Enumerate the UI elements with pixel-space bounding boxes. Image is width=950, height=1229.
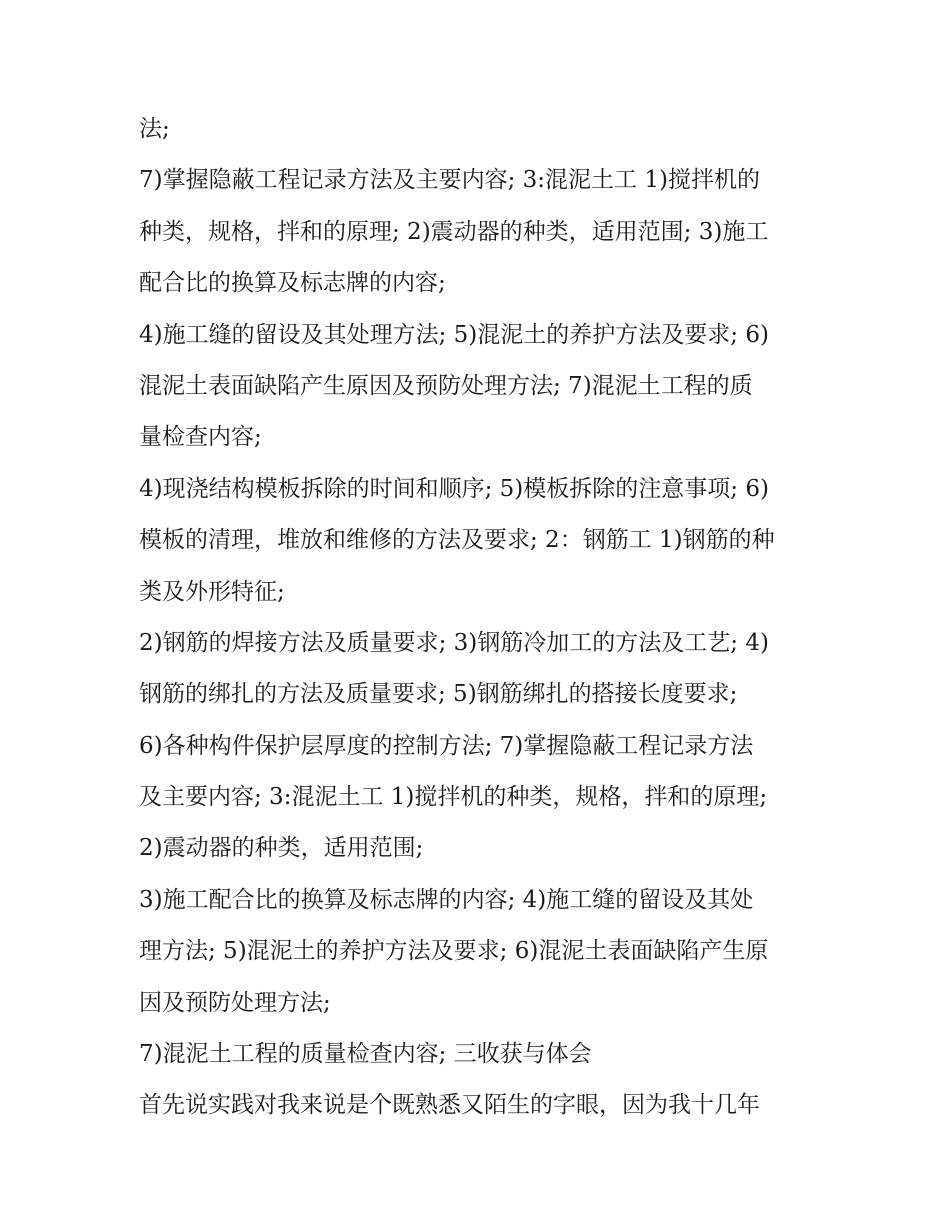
text-line: 钢筋的绑扎的方法及质量要求; 5)钢筋绑扎的搭接长度要求; xyxy=(139,681,738,708)
text-line: 3)施工配合比的换算及标志牌的内容; 4)施工缝的留设及其处 xyxy=(139,886,754,913)
text-line: 量检查内容; xyxy=(139,424,262,451)
text-line: 种类，规格，拌和的原理; 2)震动器的种类，适用范围; 3)施工 xyxy=(139,218,769,245)
text-line: 6)各种构件保护层厚度的控制方法; 7)掌握隐蔽工程记录方法 xyxy=(139,732,754,759)
text-line: 混泥土表面缺陷产生原因及预防处理方法; 7)混泥土工程的质 xyxy=(139,372,753,399)
text-line: 4)施工缝的留设及其处理方法; 5)混泥土的养护方法及要求; 6) xyxy=(139,321,769,348)
text-line: 2)震动器的种类，适用范围; xyxy=(139,835,424,862)
text-line: 理方法; 5)混泥土的养护方法及要求; 6)混泥土表面缺陷产生原 xyxy=(139,938,769,965)
text-line: 首先说实践对我来说是个既熟悉又陌生的字眼，因为我十几年 xyxy=(139,1092,760,1119)
text-line: 及主要内容; 3:混泥土工 1)搅拌机的种类，规格，拌和的原理; xyxy=(139,784,768,811)
text-line: 法; xyxy=(139,116,170,142)
body-text xyxy=(139,104,819,1132)
text-line: 类及外形特征; xyxy=(139,578,285,605)
text-line: 配合比的换算及标志牌的内容; xyxy=(139,270,446,297)
text-line: 7)掌握隐蔽工程记录方法及主要内容; 3:混泥土工 1)搅拌机的 xyxy=(139,167,760,194)
text-line: 7)混泥土工程的质量检查内容; 三收获与体会 xyxy=(139,1041,592,1068)
text-line: 4)现浇结构模板拆除的时间和顺序; 5)模板拆除的注意事项; 6) xyxy=(139,475,769,502)
text-line: 因及预防处理方法; xyxy=(139,989,331,1016)
text-line: 模板的清理，堆放和维修的方法及要求; 2：钢筋工 1)钢筋的种 xyxy=(139,527,775,554)
text-line: 2)钢筋的焊接方法及质量要求; 3)钢筋冷加工的方法及工艺; 4) xyxy=(139,629,769,656)
